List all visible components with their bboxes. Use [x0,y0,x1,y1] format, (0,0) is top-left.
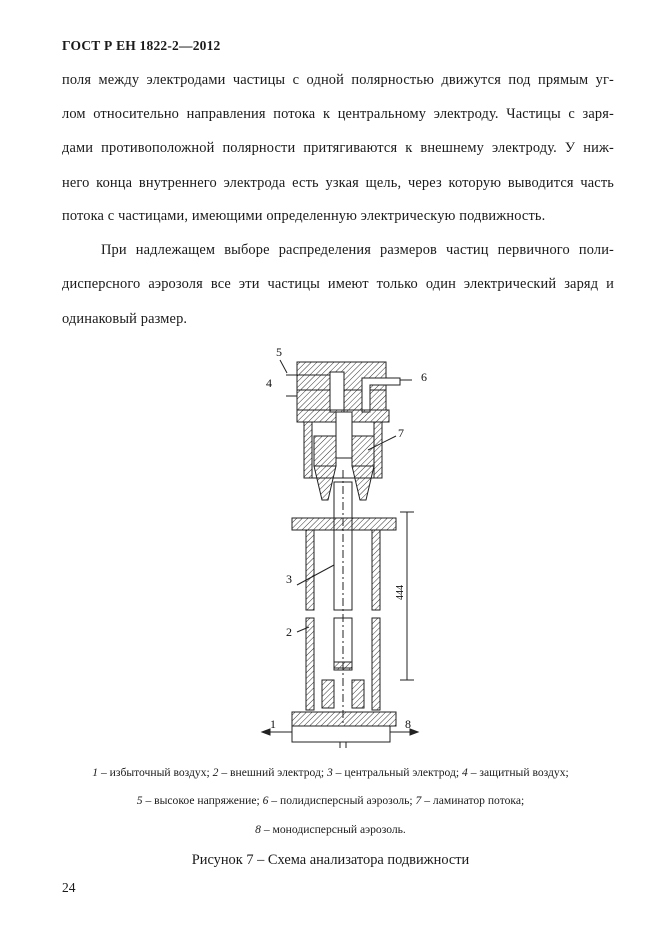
label-1: 1 [270,717,276,731]
label-5: 5 [276,345,282,359]
label-6: 6 [421,370,427,384]
label-7: 7 [398,426,404,440]
label-4: 4 [266,376,272,390]
figure-caption: Рисунок 7 – Схема анализатора подвижности [191,852,470,868]
figure-legend-line-1: 1 – избыточный воздух; 2 – внешний электрод; 3 – центральный электрод; 4 – защитный воздух; [92,766,569,779]
text-line: дами противоположной полярности притягиваются к внешнему электроду. У ниж- [62,140,614,156]
page-number: 24 [62,880,76,895]
text-line: лом относительно направления потока к центральному электроду. Частицы с заря- [62,106,614,122]
mobility-analyzer-diagram [255,340,445,750]
label-8: 8 [405,717,411,731]
text-line: дисперсного аэрозоля все эти частицы имеют только один электрический заряд и [62,276,614,292]
text-line: него конца внутреннего электрода есть узкая щель, через которую выводится часть [62,175,614,191]
figure-legend-line-3: 8 – монодисперсный аэрозоль. [255,823,406,836]
text-line: поля между электродами частицы с одной полярностью движутся под прямым уг- [62,72,614,88]
dimension-label: 444 [395,585,406,600]
label-3: 3 [286,572,292,586]
label-2: 2 [286,625,292,639]
text-line: При надлежащем выборе распределения размеров частиц первичного поли- [101,242,614,258]
figure-legend-line-2: 5 – высокое напряжение; 6 – полидисперсный аэрозоль; 7 – ламинатор потока; [136,794,525,807]
page-header: ГОСТ Р ЕН 1822-2—2012 [62,38,221,53]
text-line: одинаковый размер. [62,311,188,327]
text-line: потока с частицами, имеющими определенную электрическую подвижность. [62,208,546,224]
outer-electrode [306,530,314,610]
